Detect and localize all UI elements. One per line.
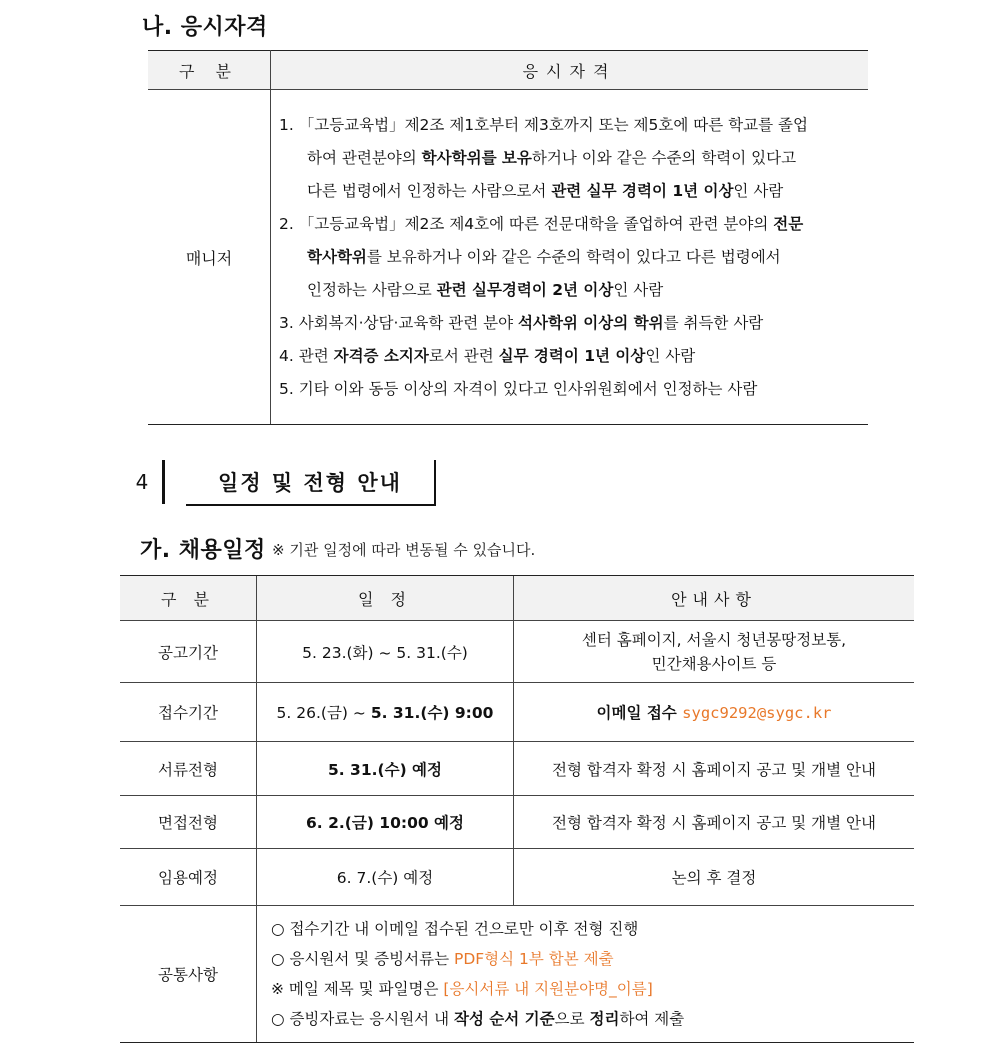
schedule-table [120, 575, 914, 1043]
row-label: 면접전형 [120, 796, 257, 849]
qualification-item-1: 1. 「고등교육법」제2조 제1호부터 제3호까지 또는 제5호에 따른 학교를 졸업 하여 관련분야의 학사학위를 보유하거나 이와 같은 수준의 학력이 있다고 다른 법령에서 인정하는 사람으로서 관련 실무 경력이 1년 이상인 사람 [279, 115, 808, 200]
schedule-note: ※ 기관 일정에 따라 변동될 수 있습니다. [272, 541, 536, 559]
common-note-3: ※ 메일 제목 및 파일명은 [응시서류 내 지원분야명_이름] [271, 980, 653, 998]
row-info: 이메일 접수 sygc9292@sygc.kr [514, 683, 915, 742]
row-label-manager: 매니저 [148, 90, 271, 425]
table-row [120, 621, 914, 683]
row-date: 5. 31.(수) 예정 [257, 742, 514, 796]
section-number: 4 [122, 460, 165, 504]
header-category: 구 분 [120, 576, 257, 621]
table-row [120, 742, 914, 796]
table-row [148, 90, 868, 425]
qualification-item-2: 2. 「고등교육법」제2조 제4호에 따른 전문대학을 졸업하여 관련 분야의 전문 학사학위를 보유하거나 이와 같은 수준의 학력이 있다고 다른 법령에서 인정하는 사람으로 관련 실무경력이 2년 이상인 사람 [279, 214, 804, 299]
table-row-common [120, 906, 914, 1043]
table-header-row [148, 51, 868, 90]
common-note-4: ○ 증빙자료는 응시원서 내 작성 순서 기준으로 정리하여 제출 [271, 1010, 685, 1028]
row-label: 공고기간 [120, 621, 257, 683]
header-info: 안내사항 [514, 576, 915, 621]
header-category: 구 분 [148, 51, 271, 90]
row-date: 6. 7.(수) 예정 [257, 849, 514, 906]
row-date: 5. 23.(화) ~ 5. 31.(수) [257, 621, 514, 683]
row-info: 논의 후 결정 [514, 849, 915, 906]
table-row [120, 683, 914, 742]
common-note-1: ○ 접수기간 내 이메일 접수된 건으로만 이후 전형 진행 [271, 920, 639, 938]
qualification-list [271, 90, 869, 425]
row-label: 서류전형 [120, 742, 257, 796]
qualification-table [148, 50, 868, 425]
common-note-2: ○ 응시원서 및 증빙서류는 PDF형식 1부 합본 제출 [271, 950, 614, 968]
header-qualification: 응시자격 [271, 51, 869, 90]
section-title-schedule-guide: 일정 및 전형 안내 [186, 460, 436, 506]
table-header-row [120, 576, 914, 621]
row-info: 전형 합격자 확정 시 홈페이지 공고 및 개별 안내 [514, 742, 915, 796]
row-info: 전형 합격자 확정 시 홈페이지 공고 및 개별 안내 [514, 796, 915, 849]
row-date: 5. 26.(금) ~ 5. 31.(수) 9:00 [257, 683, 514, 742]
row-label: 접수기간 [120, 683, 257, 742]
row-date: 6. 2.(금) 10:00 예정 [257, 796, 514, 849]
email-link[interactable]: sygc9292@sygc.kr [682, 704, 832, 722]
row-label: 공통사항 [120, 906, 257, 1043]
section-title-qualification: 나. 응시자격 [142, 15, 268, 40]
table-row [120, 849, 914, 906]
qualification-item-5: 5. 기타 이와 동등 이상의 자격이 있다고 인사위원회에서 인정하는 사람 [279, 379, 758, 398]
row-label: 임용예정 [120, 849, 257, 906]
table-row [120, 796, 914, 849]
row-info: 센터 홈페이지, 서울시 청년몽땅정보통, 민간채용사이트 등 [514, 621, 915, 683]
common-notes [257, 906, 915, 1043]
section-title-hiring-schedule: 가. 채용일정 [140, 538, 266, 563]
qualification-item-3: 3. 사회복지·상담·교육학 관련 분야 석사학위 이상의 학위를 취득한 사람 [279, 313, 764, 332]
qualification-item-4: 4. 관련 자격증 소지자로서 관련 실무 경력이 1년 이상인 사람 [279, 346, 696, 365]
header-date: 일 정 [257, 576, 514, 621]
